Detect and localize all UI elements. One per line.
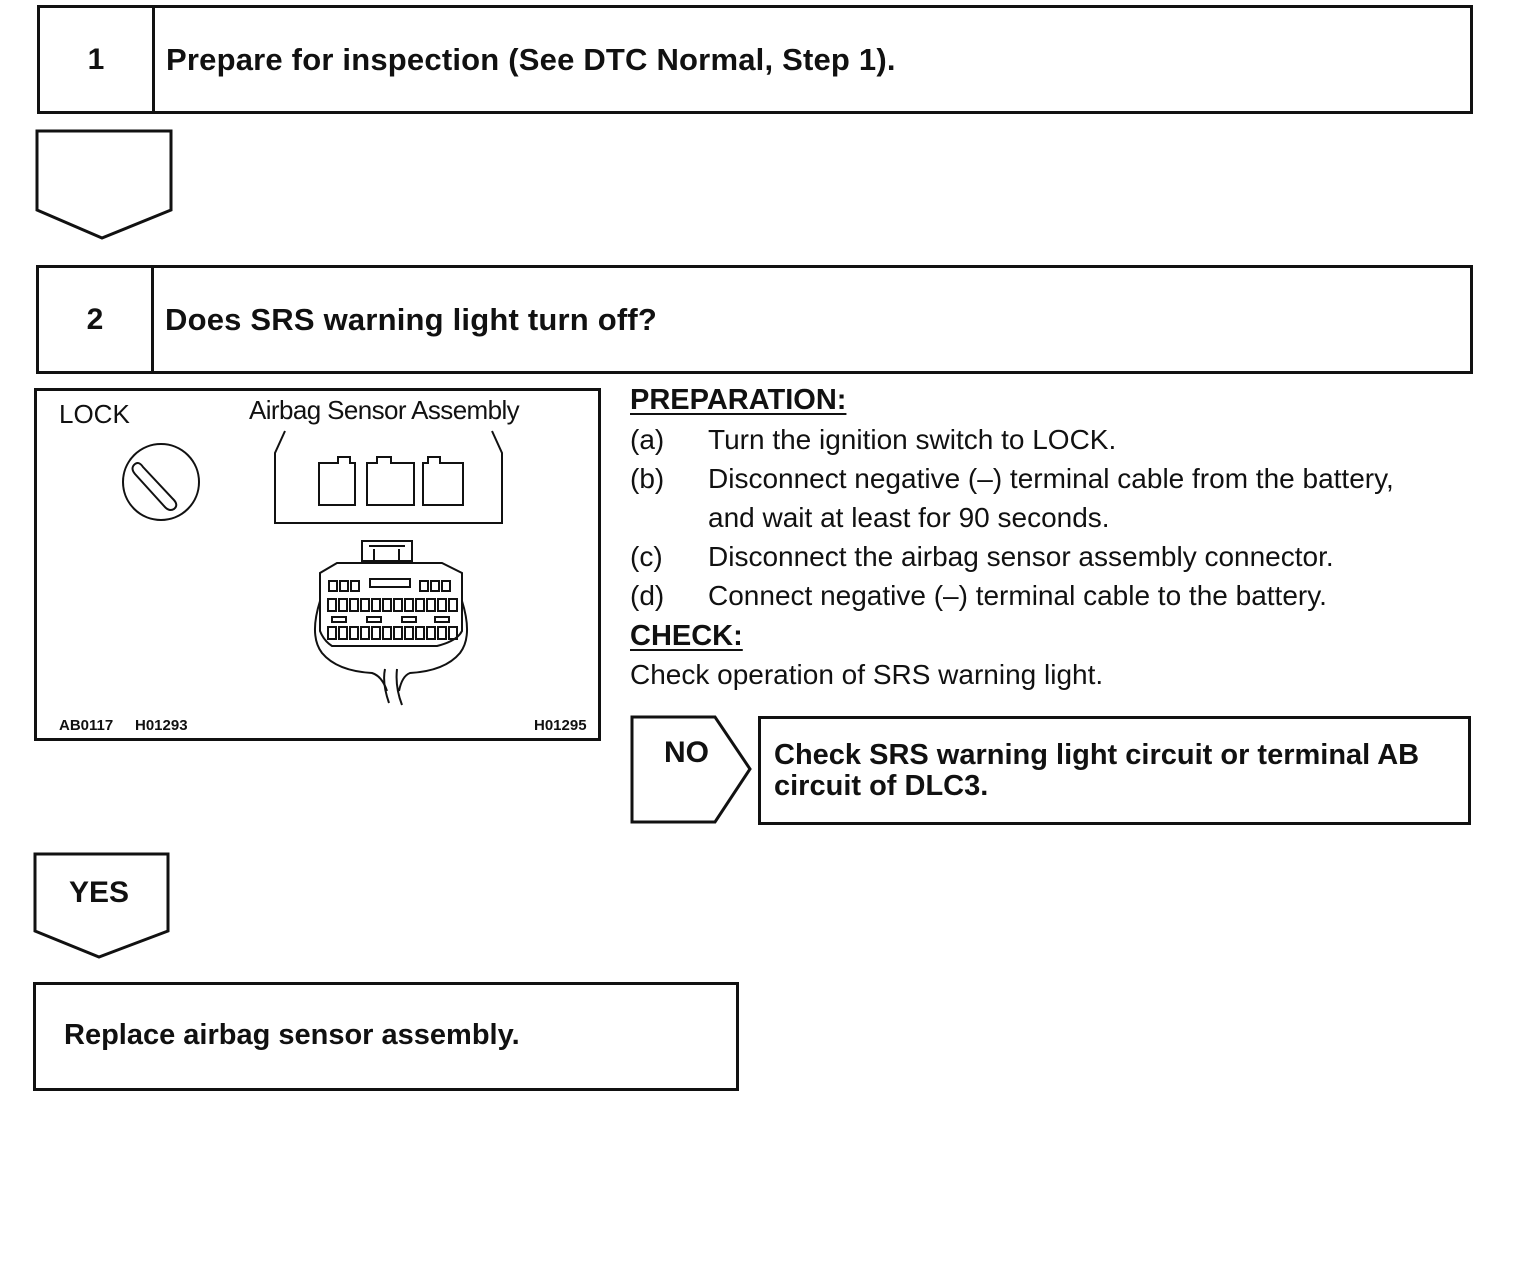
figure-label-sensor: Airbag Sensor Assembly <box>249 395 520 425</box>
no-branch-arrow <box>629 714 755 826</box>
figure-code: H01293 <box>135 717 188 734</box>
preparation-heading: PREPARATION: <box>630 384 847 416</box>
item-text: Connect negative (–) terminal cable to the battery. <box>708 580 1327 611</box>
item-text: Disconnect the airbag sensor assembly connector. <box>708 541 1334 572</box>
continue-arrow <box>34 128 176 244</box>
no-branch-label: NO <box>664 736 709 769</box>
item-text: Turn the ignition switch to LOCK. <box>708 424 1117 455</box>
item-text: Disconnect negative (–) terminal cable from the battery, <box>708 463 1394 494</box>
step-1-box <box>37 5 1473 114</box>
item-letter: (d) <box>630 580 665 611</box>
check-text: Check operation of SRS warning light. <box>630 659 1104 690</box>
item-text: and wait at least for 90 seconds. <box>708 502 1110 533</box>
illustration-figure <box>34 388 601 741</box>
illustration-drawing <box>37 391 598 738</box>
airbag-sensor-assembly-icon <box>275 431 502 523</box>
item-letter: (c) <box>630 541 663 572</box>
preparation-section <box>630 384 1490 714</box>
figure-code: H01295 <box>534 717 587 734</box>
no-branch-result-line: Check SRS warning light circuit or terminal AB <box>774 739 1420 771</box>
item-letter: (b) <box>630 463 665 494</box>
check-heading: CHECK: <box>630 620 743 652</box>
step-number: 1 <box>40 8 155 111</box>
step-number: 2 <box>39 268 154 371</box>
result-text: Replace airbag sensor assembly. <box>64 1019 520 1051</box>
sensor-connector-icon <box>315 541 467 705</box>
figure-code: AB0117 <box>59 717 114 734</box>
step-title: Prepare for inspection (See DTC Normal, Step 1). <box>166 41 896 77</box>
yes-branch-label: YES <box>69 876 130 909</box>
step-title: Does SRS warning light turn off? <box>165 301 658 337</box>
step-2-box <box>36 265 1473 374</box>
no-branch-result-box <box>758 716 1471 825</box>
ignition-switch-icon <box>123 444 199 520</box>
figure-label-lock: LOCK <box>59 399 130 429</box>
item-letter: (a) <box>630 424 665 455</box>
no-branch-result-line: circuit of DLC3. <box>774 770 989 802</box>
result-box <box>33 982 739 1091</box>
